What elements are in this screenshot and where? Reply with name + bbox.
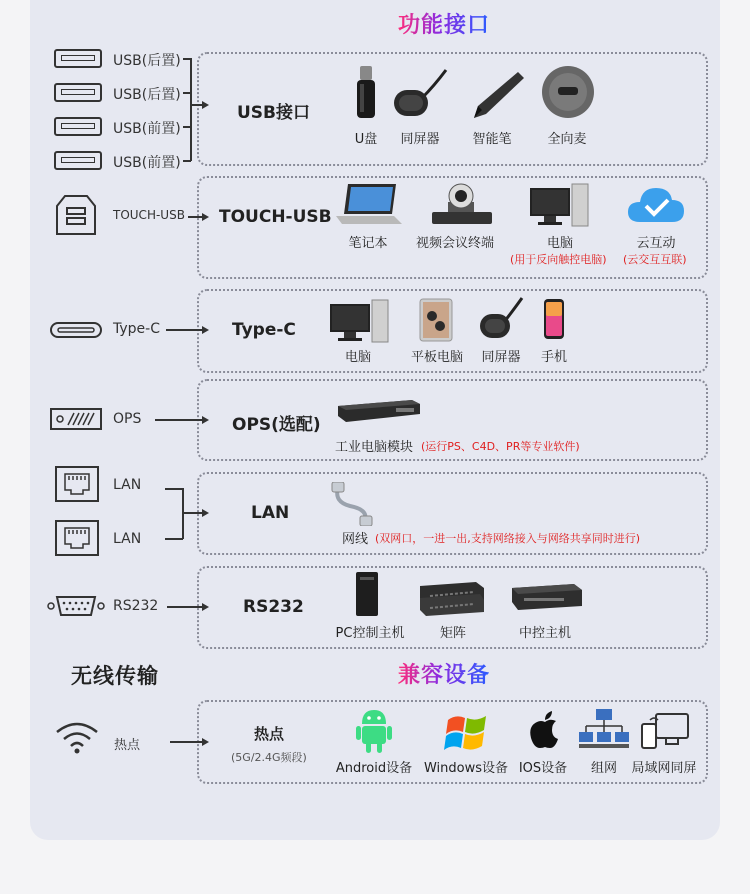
lan-screen-mirroring-icon: [640, 712, 690, 752]
device-caption: 视频会议终端: [415, 236, 495, 251]
usb-b-port-icon: [55, 192, 97, 236]
screen-share-dongle-icon: [478, 294, 526, 342]
cloud-interaction-icon: [626, 184, 686, 226]
rs232-interface-label: RS232: [243, 597, 304, 617]
lan-device-caption: 网线: [342, 532, 369, 547]
smartphone-icon: [543, 298, 565, 340]
lan-port-icon: [55, 520, 99, 556]
hotspot-band-label: (5G/2.4G频段): [231, 751, 307, 764]
desktop-computer-icon: [328, 298, 390, 344]
lan-port-label: LAN: [113, 531, 142, 547]
ops-interface-label: OPS(选配): [232, 415, 321, 435]
device-caption: 同屏器: [400, 132, 440, 147]
compatible-devices-title: 兼容设备: [398, 658, 490, 689]
device-caption: IOS设备: [518, 761, 568, 776]
networking-icon: [578, 708, 630, 750]
device-caption: 局域网同屏: [631, 761, 697, 776]
desktop-computer-icon: [528, 182, 590, 228]
usb-port-label: USB(前置): [113, 155, 181, 171]
touch-usb-port-label: TOUCH-USB: [113, 208, 185, 222]
usb-port-label: USB(前置): [113, 121, 181, 137]
device-caption: 同屏器: [481, 350, 521, 365]
type-c-port-icon: [50, 322, 102, 338]
ops-slot-icon: [50, 408, 102, 430]
lan-interface-label: LAN: [251, 503, 290, 523]
usb-interface-label: USB接口: [237, 103, 311, 123]
function-ports-title: 功能接口: [398, 8, 490, 39]
usb-port-icon: [54, 49, 102, 68]
lan-port-icon: [55, 466, 99, 502]
laptop-icon: [334, 180, 404, 228]
video-conference-terminal-icon: [430, 182, 494, 228]
device-caption: PC控制主机: [335, 626, 405, 641]
lan-note: (双网口，一进一出,支持网络接入与网络共享同时进行): [375, 532, 641, 545]
device-caption: U盘: [354, 132, 378, 147]
usb-port-label: USB(后置): [113, 87, 181, 103]
usb-drive-icon: [354, 64, 378, 120]
ops-device-caption: 工业电脑模块: [335, 440, 414, 455]
wireless-title: 无线传输: [71, 664, 159, 688]
device-caption: 平板电脑: [410, 350, 464, 365]
ops-port-label: OPS: [113, 411, 142, 427]
usb-port-icon: [54, 151, 102, 170]
device-caption: 手机: [540, 350, 568, 365]
touch-note: (用于反向触控电脑): [510, 253, 607, 266]
device-caption: 全向麦: [547, 132, 587, 147]
tablet-icon: [418, 298, 454, 342]
device-caption: 智能笔: [472, 132, 512, 147]
central-control-host-icon: [510, 580, 584, 614]
rs232-port-icon: [46, 594, 106, 618]
apple-icon: [528, 710, 562, 750]
device-caption: 笔记本: [348, 236, 388, 251]
type-c-port-label: Type-C: [113, 321, 160, 337]
device-caption: 矩阵: [439, 626, 467, 641]
device-caption: 中控主机: [518, 626, 572, 641]
device-caption: Android设备: [335, 761, 413, 776]
wifi-icon: [54, 722, 100, 754]
usb-port-label: USB(后置): [113, 53, 181, 69]
ops-note: (运行PS、C4D、PR等专业软件): [421, 440, 580, 453]
smart-pen-icon: [468, 66, 528, 122]
device-caption: 电脑: [344, 350, 372, 365]
usb-port-icon: [54, 83, 102, 102]
hotspot-port-label: 热点: [114, 738, 141, 753]
industrial-pc-module-icon: [336, 396, 422, 424]
lan-port-label: LAN: [113, 477, 142, 493]
omnidirectional-mic-icon: [540, 64, 596, 120]
usb-port-icon: [54, 117, 102, 136]
device-caption: Windows设备: [423, 761, 509, 776]
hotspot-interface-label: 热点: [254, 725, 285, 743]
device-caption: 云互动: [636, 236, 676, 251]
network-cable-icon: [330, 482, 382, 526]
screen-share-dongle-icon: [392, 66, 448, 122]
windows-icon: [444, 710, 490, 752]
cloud-note: (云交互互联): [623, 253, 687, 266]
rs232-port-label: RS232: [113, 598, 159, 614]
touch-usb-interface-label: TOUCH-USB: [219, 207, 332, 227]
type-c-interface-label: Type-C: [232, 320, 296, 340]
device-caption: 组网: [590, 761, 618, 776]
device-caption: 电脑: [546, 236, 574, 251]
pc-tower-icon: [354, 571, 380, 617]
android-icon: [356, 706, 392, 754]
matrix-switcher-icon: [416, 578, 486, 618]
